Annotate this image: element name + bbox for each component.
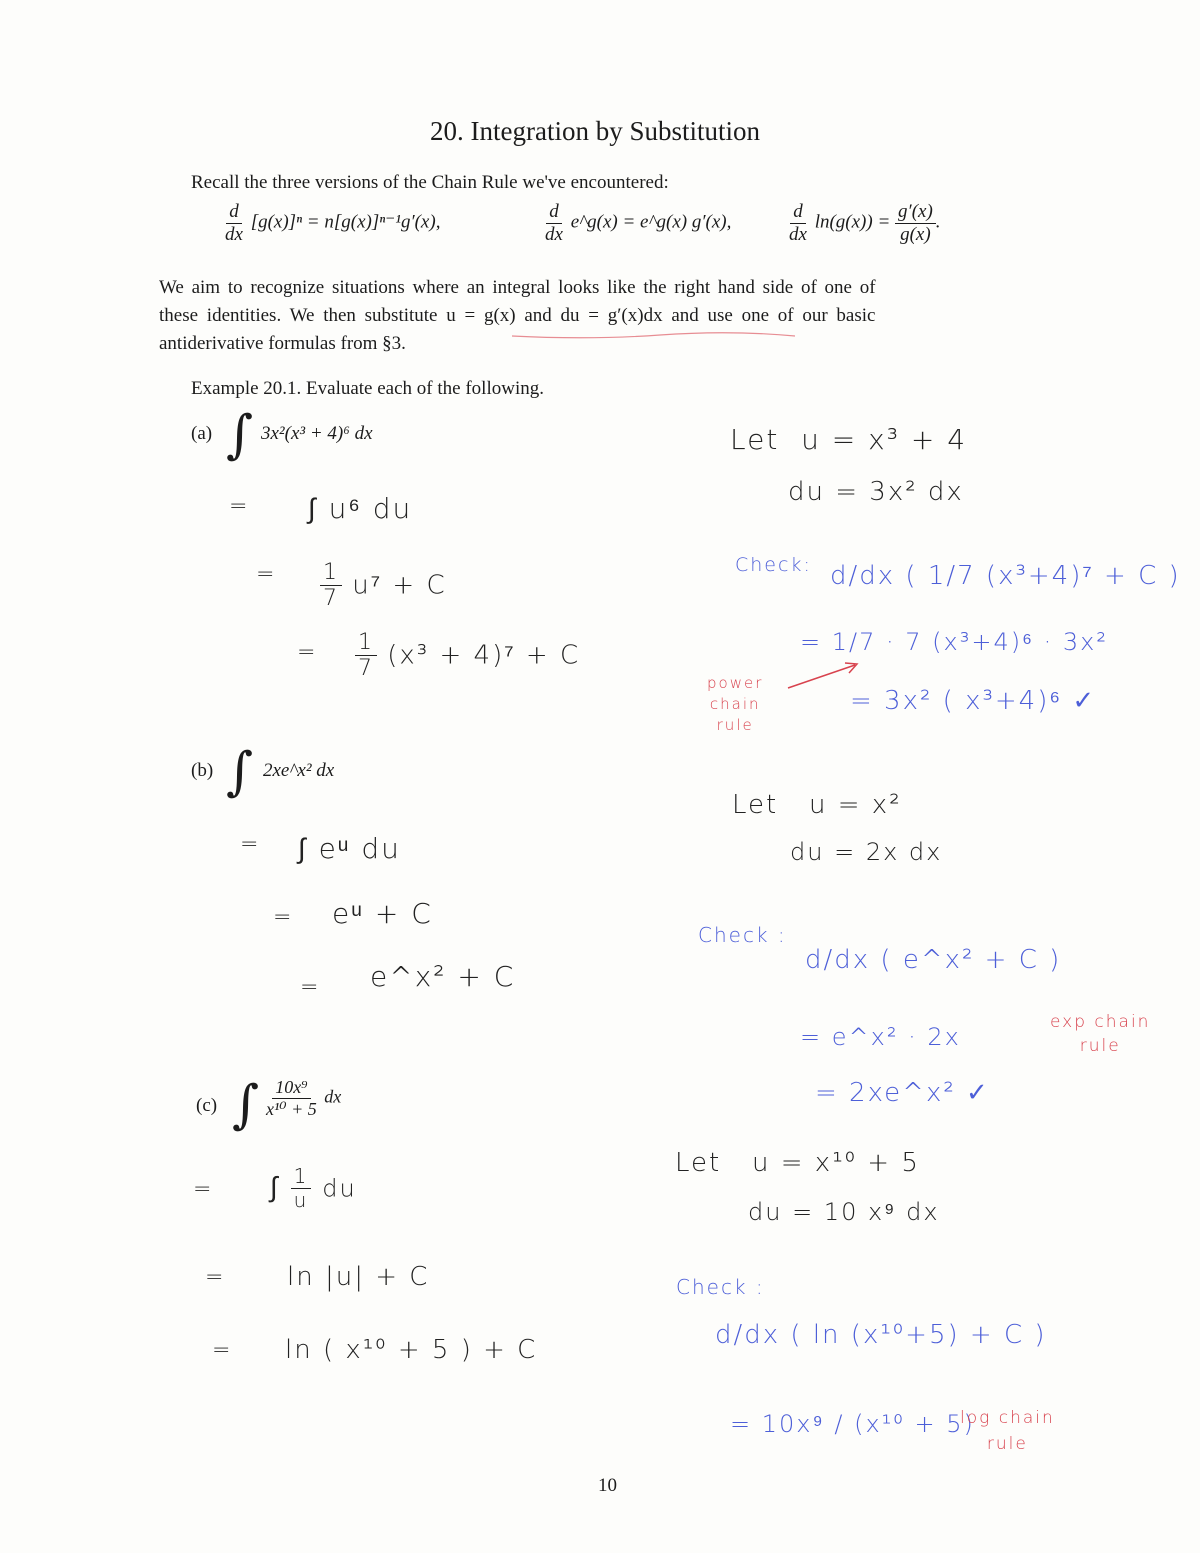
part-a-step-3-eq: = xyxy=(297,640,318,665)
part-b-step-3: e^x² + C xyxy=(370,960,516,993)
part-b-check-1: d/dx ( e^x² + C ) xyxy=(805,945,1062,975)
part-a-let: Let u = x³ + 4 xyxy=(730,423,968,456)
part-a-note xyxy=(707,673,763,736)
part-b-integrand: 2xe^x² dx xyxy=(263,760,335,781)
part-b-step-2: eᵘ + C xyxy=(332,897,433,930)
part-c-step-3-eq: = xyxy=(212,1338,233,1363)
note-line: rule xyxy=(986,1434,1028,1454)
part-b-note xyxy=(1050,1010,1150,1058)
integral-sign-icon: ∫ xyxy=(232,1075,260,1135)
part-a-label: (a) xyxy=(191,423,213,444)
part-b-step-1-eq: = xyxy=(240,832,261,857)
part-c-label: (c) xyxy=(196,1095,218,1116)
paragraph-line-2: these identities. We then substitute u = g(x) and du = g′(x)dx and use one of our basic xyxy=(159,305,876,326)
page-number: 10 xyxy=(598,1475,617,1496)
part-b-check-3: = 2xe^x² ✓ xyxy=(815,1078,990,1108)
part-c-du: du = 10 x⁹ dx xyxy=(748,1198,940,1226)
intro-text: Recall the three versions of the Chain Rule we've encountered: xyxy=(191,172,669,193)
part-b-step-2-eq: = xyxy=(273,905,294,930)
part-a-check-3: = 3x² ( x³+4)⁶ ✓ xyxy=(850,686,1097,716)
part-c-integrand: $\frac{\text{10x⁹}}{\text{x¹⁰ + 5}}$ dx xyxy=(266,1077,342,1119)
part-c-step-1: ∫ $\frac{1}{u}$ du xyxy=(270,1164,357,1212)
part-a-check-2: = 1/7 · 7 (x³+4)⁶ · 3x² xyxy=(800,628,1108,656)
part-a-step-2-eq: = xyxy=(256,562,277,587)
part-a-check-1: d/dx ( 1/7 (x³+4)⁷ + C ) xyxy=(830,561,1181,591)
paragraph-line-1: We aim to recognize situations where an integral looks like the right hand side of one of xyxy=(159,277,876,298)
part-a-step-2: $\frac{1}{7}$ u⁷ + C xyxy=(320,560,447,612)
chain-rule-log: $\frac{d}{dx}$ ln(g(x)) = $\frac{g'(x)}{g(x)}$ . xyxy=(789,201,941,245)
part-b-let: Let u = x² xyxy=(732,790,902,820)
part-c-check-2: = 10x⁹ / (x¹⁰ + 5) xyxy=(730,1410,975,1438)
part-c-check-1: d/dx ( ln (x¹⁰+5) + C ) xyxy=(715,1320,1047,1350)
chain-rule-power: $\frac{d}{dx}$ [g(x)]ⁿ = n[g(x)]ⁿ⁻¹g′(x), xyxy=(225,201,441,245)
part-a-step-3: $\frac{1}{7}$ (x³ + 4)⁷ + C xyxy=(355,630,580,682)
note-line: power xyxy=(707,674,764,692)
red-underline xyxy=(510,330,800,342)
part-c-step-2: ln |u| + C xyxy=(287,1262,430,1292)
integral-sign-icon: ∫ xyxy=(226,742,254,802)
note-line: rule xyxy=(1079,1036,1121,1056)
part-a-integrand: 3x²(x³ + 4)⁶ dx xyxy=(261,423,373,444)
part-a-step-1: ∫ u⁶ du xyxy=(308,492,413,525)
arrow-icon xyxy=(785,655,865,695)
note-line: chain xyxy=(709,695,761,713)
part-a-step-1-eq: = xyxy=(229,494,250,519)
part-b-label: (b) xyxy=(191,760,214,781)
part-b-check-label: Check : xyxy=(698,923,787,947)
example-heading: Example 20.1. Evaluate each of the following. xyxy=(191,378,544,399)
note-line: exp chain xyxy=(1050,1012,1151,1032)
part-c-step-3: ln ( x¹⁰ + 5 ) + C xyxy=(285,1335,538,1365)
part-b-du: du = 2x dx xyxy=(790,838,943,866)
page-title: 20. Integration by Substitution xyxy=(430,116,760,146)
part-c-note xyxy=(960,1405,1055,1457)
note-line: log chain xyxy=(960,1408,1055,1428)
part-b-check-2: = e^x² · 2x xyxy=(800,1023,961,1051)
paragraph-line-3: antiderivative formulas from §3. xyxy=(159,333,406,354)
integral-sign-icon: ∫ xyxy=(226,405,254,465)
part-c-step-2-eq: = xyxy=(205,1265,226,1290)
part-c-let: Let u = x¹⁰ + 5 xyxy=(675,1148,920,1178)
chain-rule-exp: $\frac{d}{dx}$ e^g(x) = e^g(x) g′(x), xyxy=(545,201,732,245)
part-a-du: du = 3x² dx xyxy=(788,477,964,507)
part-b-step-3-eq: = xyxy=(300,975,321,1000)
part-b-step-1: ∫ eᵘ du xyxy=(298,832,401,865)
part-a-check-label: Check: xyxy=(735,554,812,576)
note-line: rule xyxy=(716,716,754,734)
part-c-step-1-eq: = xyxy=(193,1177,214,1202)
part-c-check-label: Check : xyxy=(676,1275,765,1299)
